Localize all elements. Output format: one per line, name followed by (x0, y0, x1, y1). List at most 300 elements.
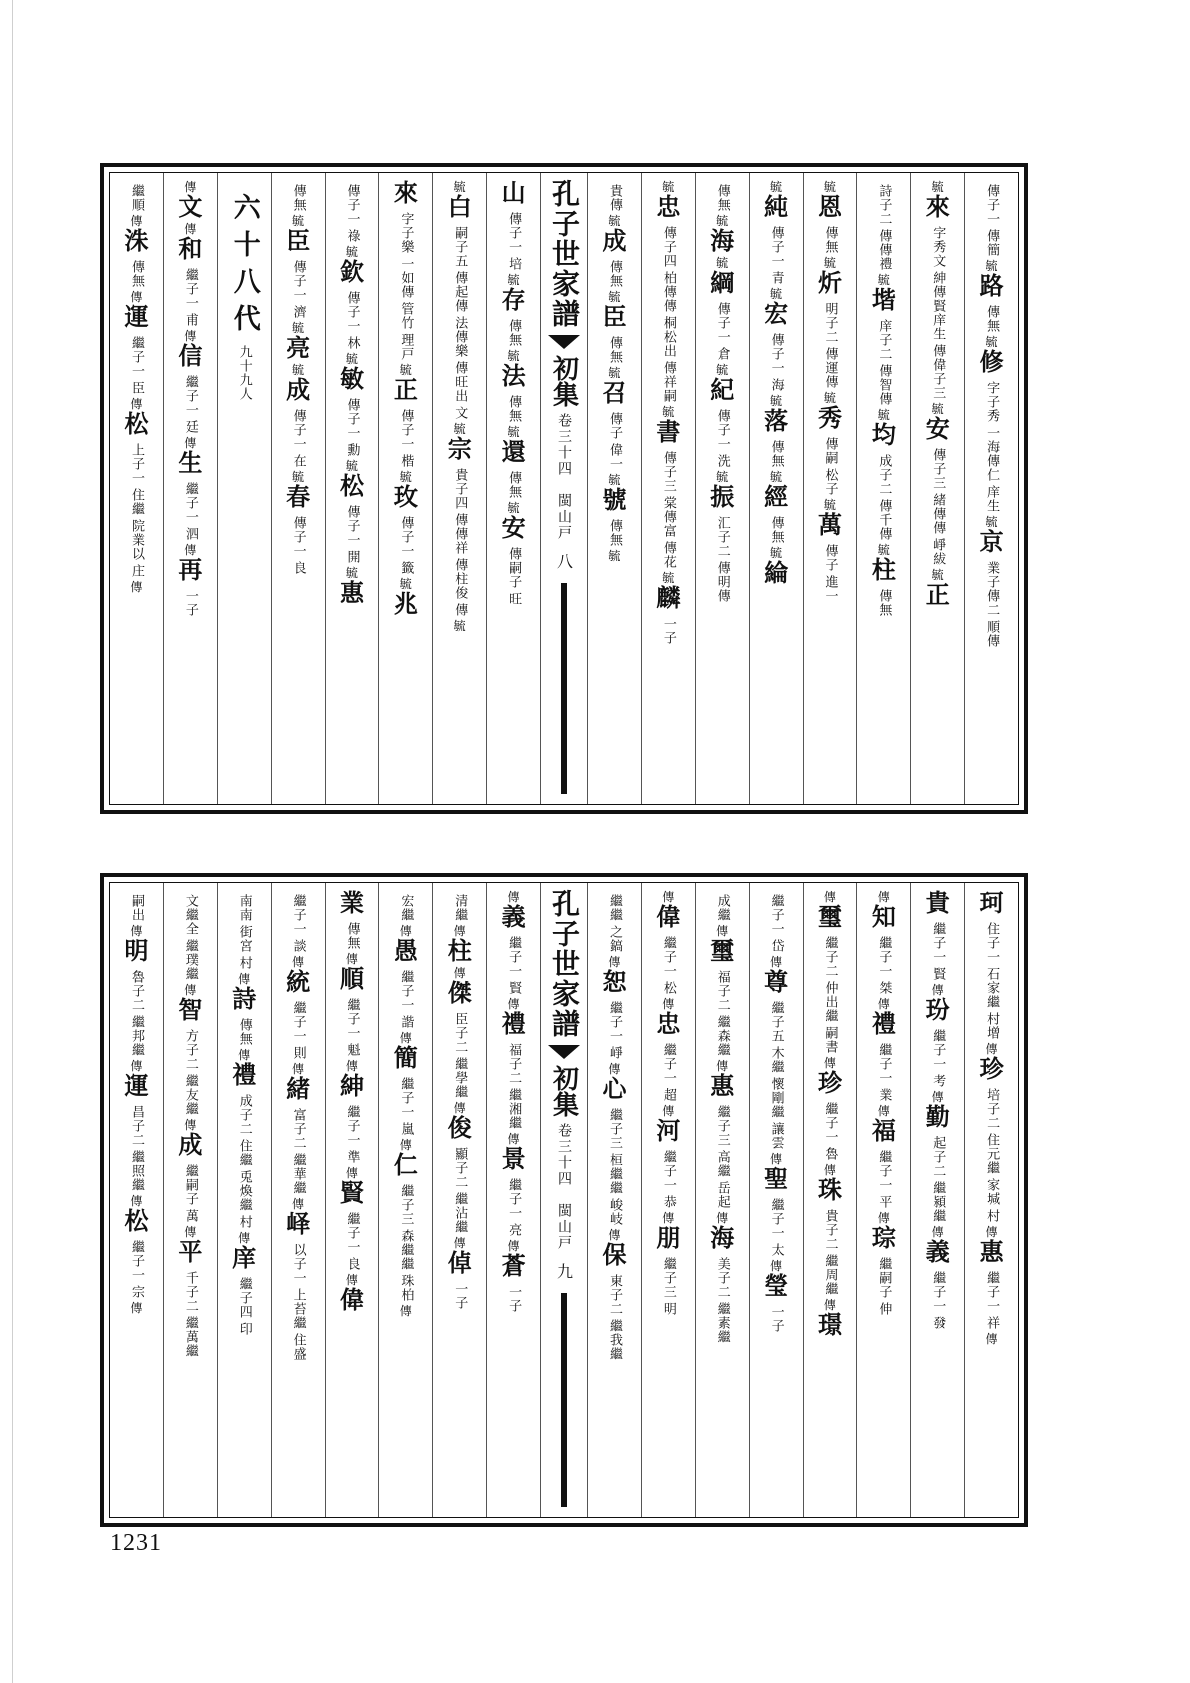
generation-char: 傳 (662, 1211, 675, 1225)
name-entry (588, 956, 641, 998)
annotation-note: 傳無 (768, 516, 784, 544)
annotation-note: 起子二 (930, 1136, 946, 1178)
annotation-note: 顯子二 (452, 1147, 468, 1189)
given-name-char: 傑 (447, 978, 472, 1007)
generation-heading: 六十八代 (228, 193, 260, 341)
generation-char: 毓 (608, 214, 621, 228)
generation-char: 傳 (184, 180, 197, 194)
entry-column (803, 883, 857, 1517)
annotation-note: 廷 (182, 420, 198, 434)
entry-column (964, 883, 1018, 1517)
annotation-note: 傳運傳 (822, 347, 838, 389)
annotation-note: 繼子一 (660, 1150, 676, 1192)
annotation-note: 福子二 (714, 970, 730, 1012)
annotation-note: 開 (344, 550, 360, 564)
annotation-note: 印 (236, 1322, 252, 1336)
generation-char: 毓 (985, 259, 998, 273)
generation-char: 毓 (823, 498, 836, 512)
annotation-note: 繼子一 (344, 998, 360, 1040)
given-name-char: 路 (979, 271, 1004, 300)
name-entry (750, 471, 803, 513)
annotation-note: 傳祥嗣 (660, 361, 676, 403)
generation-char: 毓 (292, 214, 305, 228)
genealogy-page-bottom (100, 873, 1028, 1527)
generation-char: 傳 (823, 890, 836, 904)
entry-column (163, 173, 217, 804)
annotation-note: 繼友繼 (182, 1074, 198, 1116)
name-entry (379, 471, 432, 513)
name-entry (750, 288, 803, 330)
entry-column (271, 883, 325, 1517)
generation-char: 毓 (770, 394, 783, 408)
annotation-note: 紳傳賢庠生 (930, 271, 946, 341)
entry-column (749, 883, 803, 1517)
annotation-note: 繼子一 (876, 1043, 892, 1085)
entry-column (110, 173, 163, 804)
generation-char: 傳 (399, 1304, 412, 1318)
annotation-note: 懷剛繼 (768, 1077, 784, 1119)
name-entry (379, 1305, 432, 1319)
annotation-note: 傳偉子三 (930, 344, 946, 400)
given-name-char: 書 (656, 417, 681, 446)
annotation-note: 超 (660, 1088, 676, 1102)
annotation-note: 傳花 (660, 541, 676, 569)
name-entry (642, 181, 695, 223)
annotation-note: 繼華繼 (290, 1153, 306, 1195)
name-entry (272, 1198, 325, 1240)
annotation-note: 傳子一 (290, 260, 306, 302)
folio-number: 九 (554, 1263, 574, 1279)
name-entry (326, 1060, 379, 1102)
name-entry (379, 1139, 432, 1181)
annotation-note: 文繼全 (182, 894, 198, 936)
annotation-note: 繼子三 (606, 1108, 622, 1150)
generation-char: 傳 (877, 1104, 890, 1118)
annotation-note: 繼沾繼 (452, 1192, 468, 1234)
annotation-note: 傳無 (506, 395, 522, 423)
name-entry (433, 967, 486, 1009)
annotation-note: 美子二 (714, 1257, 730, 1299)
name-entry (164, 984, 217, 1026)
given-name-char: 文 (178, 192, 203, 221)
entry-column (217, 173, 271, 804)
name-entry (696, 1212, 749, 1254)
annotation-note: 傳嗣 (822, 437, 838, 465)
name-entry (911, 888, 964, 919)
name-entry (326, 888, 379, 919)
entry-column (856, 173, 910, 804)
annotation-note: 繼子三 (398, 1184, 414, 1226)
given-name-char: 春 (286, 482, 311, 511)
annotation-note: 培子二 (984, 1088, 1000, 1130)
name-entry (588, 474, 641, 516)
book-spine (540, 173, 587, 804)
given-name-char: 貴 (925, 888, 950, 917)
annotation-note: 傳子一 (714, 409, 730, 451)
given-name-char: 存 (501, 285, 526, 314)
annotation-note: 成繼 (714, 894, 730, 922)
annotation-note: 繼子一 (398, 970, 414, 1012)
annotation-note: 魁 (344, 1043, 360, 1057)
annotation-note: 進一 (822, 575, 838, 603)
annotation-note: 仲出繼 (822, 981, 838, 1023)
spine-bar (561, 583, 567, 794)
top-columns (110, 173, 1018, 804)
generation-char: 毓 (823, 391, 836, 405)
name-entry (911, 1091, 964, 1133)
given-name-char: 平 (178, 1237, 203, 1266)
generation-char: 傳 (130, 397, 143, 411)
given-name-char: 臣 (602, 302, 627, 331)
given-name-char: 惠 (979, 1237, 1004, 1266)
annotation-note: 傳子一 (290, 409, 306, 451)
generation-char: 毓 (507, 501, 520, 515)
given-name-char: 知 (871, 902, 896, 931)
entry-column (163, 883, 217, 1517)
name-entry (433, 925, 486, 967)
generation-char: 毓 (823, 256, 836, 270)
given-name-char: 心 (602, 1074, 627, 1103)
name-entry (164, 544, 217, 586)
generation-char: 傳 (985, 1332, 998, 1346)
given-name-char: 珍 (817, 1068, 842, 1097)
given-name-char: 正 (393, 375, 418, 404)
bottom-columns (110, 883, 1018, 1517)
name-entry (804, 1057, 857, 1099)
annotation-note: 諧 (398, 1015, 414, 1029)
generation-char: 傳 (130, 290, 143, 304)
annotation-note: 村增 (984, 1012, 1000, 1040)
name-entry (272, 1063, 325, 1105)
given-name-char: 柱 (871, 555, 896, 584)
entry-column (432, 173, 486, 804)
annotation-note: 傳無 (606, 260, 622, 288)
given-name-char: 詩 (232, 984, 257, 1013)
generation-char: 毓 (345, 566, 358, 580)
name-entry (164, 223, 217, 265)
annotation-note: 庄 (128, 564, 144, 578)
given-name-char: 玫 (393, 482, 418, 511)
annotation-note: 業子傳二 (984, 561, 1000, 617)
annotation-note: 培 (506, 257, 522, 271)
name-entry (218, 973, 271, 1015)
generation-char: 毓 (608, 549, 621, 563)
given-name-char: 禮 (871, 1009, 896, 1038)
given-name-char: 福 (871, 1116, 896, 1145)
name-entry (696, 1060, 749, 1102)
given-name-char: 山 (501, 178, 526, 207)
annotation-note: 棠傳富 (660, 496, 676, 538)
volume-label: 卷三十四 閩山戸 (556, 413, 572, 541)
annotation-note: 峻岐 (606, 1198, 622, 1226)
name-entry (487, 998, 540, 1040)
annotation-note: 傳子一 (344, 398, 360, 440)
annotation-note: 繼子三 (714, 1105, 730, 1147)
annotation-note: 繼萬繼 (182, 1316, 198, 1358)
generation-char: 傳 (184, 436, 197, 450)
annotation-note: 傳子三 (930, 448, 946, 490)
name-entry (326, 353, 379, 395)
given-name-char: 偉 (339, 1285, 364, 1314)
annotation-note: 東子二 (606, 1274, 622, 1316)
generation-char: 傳 (507, 1239, 520, 1253)
generation-char: 毓 (345, 352, 358, 366)
name-entry (218, 1232, 271, 1274)
generation-char: 毓 (507, 273, 520, 287)
annotation-note: 繼子一 (930, 1029, 946, 1071)
generation-char: 傳 (130, 1194, 143, 1208)
annotation-note: 家堿 (984, 1178, 1000, 1206)
annotation-note: 伸 (876, 1302, 892, 1316)
name-entry (487, 502, 540, 544)
given-name-char: 秀 (817, 403, 842, 432)
generation-char: 傳 (770, 1152, 783, 1166)
given-name-char: 松 (339, 471, 364, 500)
generation-char: 毓 (716, 470, 729, 484)
name-entry (433, 620, 486, 634)
given-name-char: 智 (178, 995, 203, 1024)
given-name-char: 緒 (286, 1074, 311, 1103)
entry-column (964, 173, 1018, 804)
annotation-note: 岳起 (714, 1181, 730, 1209)
annotation-note: 繼子一 (822, 1102, 838, 1144)
entry-column (271, 173, 325, 804)
annotation-note: 一子 (768, 1305, 784, 1333)
annotation-note: 傳智傳 (876, 364, 892, 406)
given-name-char: 忠 (656, 1009, 681, 1038)
generation-char: 傳 (931, 1090, 944, 1104)
annotation-note: 魯子二 (128, 970, 144, 1012)
annotation-note: 平 (876, 1195, 892, 1209)
annotation-note: 高繼 (714, 1150, 730, 1178)
name-entry (272, 364, 325, 406)
given-name-char: 運 (124, 1071, 149, 1100)
annotation-note: 繼子一 (344, 1212, 360, 1254)
entry-column (695, 173, 749, 804)
annotation-note: 詩子二 (876, 184, 892, 226)
given-name-char: 還 (501, 437, 526, 466)
name-entry (326, 1167, 379, 1209)
generation-char: 傳 (985, 1225, 998, 1239)
name-entry (804, 1164, 857, 1206)
annotation-note: 貴傳 (606, 184, 622, 212)
given-name-char: 禮 (501, 1009, 526, 1038)
annotation-note: 傳無 (606, 336, 622, 364)
entry-column (378, 883, 432, 1517)
generation-char: 傳 (823, 1298, 836, 1312)
annotation-note: 字子秀 (984, 381, 1000, 423)
name-entry (857, 1105, 910, 1147)
generation-char: 毓 (877, 273, 890, 287)
given-name-char: 振 (710, 482, 735, 511)
given-name-char: 珍 (979, 1054, 1004, 1083)
annotation-note: 繼子一 (930, 1271, 946, 1313)
given-name-char: 柱 (447, 936, 472, 965)
annotation-note: 富子二 (290, 1108, 306, 1150)
annotation-note: 一子 (660, 617, 676, 645)
entry-column (749, 173, 803, 804)
annotation-note: 臣子二 (452, 1012, 468, 1054)
given-name-char: 恕 (602, 967, 627, 996)
given-name-char: 綸 (764, 558, 789, 587)
given-name-char: 臣 (286, 226, 311, 255)
name-entry (750, 395, 803, 437)
name-entry (857, 1212, 910, 1254)
given-name-char: 炘 (817, 268, 842, 297)
annotation-note: 祿 (344, 229, 360, 243)
given-name-char: 義 (925, 1237, 950, 1266)
annotation-note: 森繼繼 (398, 1229, 414, 1271)
annotation-note: 九十九人 (236, 345, 252, 401)
name-entry (750, 1260, 803, 1302)
generation-char: 傳 (238, 972, 251, 986)
annotation-note: 木繼 (768, 1046, 784, 1074)
name-entry (965, 1226, 1018, 1268)
annotation-note: 崢 (606, 1046, 622, 1060)
annotation-note: 繼子一 (768, 1198, 784, 1240)
book-title: 孔子世家譜 (548, 179, 581, 329)
name-entry (911, 403, 964, 445)
entry-column (325, 173, 379, 804)
given-name-char: 璟 (817, 1310, 842, 1339)
generation-char: 毓 (399, 470, 412, 484)
name-entry (326, 567, 379, 609)
generation-char: 傳 (770, 955, 783, 969)
name-entry (379, 925, 432, 967)
generation-char: 毓 (453, 619, 466, 633)
page-number: 1231 (110, 1530, 162, 1556)
entry-column (217, 883, 271, 1517)
generation-char: 傳 (130, 580, 143, 594)
annotation-note: 昌子二 (128, 1105, 144, 1147)
annotation-note: 崢紱 (930, 538, 946, 566)
generation-char: 毓 (345, 245, 358, 259)
annotation-note: 緒傳傳 (930, 493, 946, 535)
name-entry (965, 1333, 1018, 1347)
name-entry (272, 322, 325, 364)
annotation-note: 桐松出 (660, 316, 676, 358)
generation-char: 傳 (184, 1118, 197, 1132)
annotation-note: 談 (290, 939, 306, 953)
annotation-note: 宏繼 (398, 894, 414, 922)
annotation-note: 繼子四 (236, 1277, 252, 1319)
annotation-note: 一子 (452, 1282, 468, 1310)
given-name-char: 來 (393, 178, 418, 207)
name-entry (696, 364, 749, 406)
name-entry (588, 1229, 641, 1271)
annotation-note: 倉 (714, 347, 730, 361)
annotation-note: 傳傳禮 (876, 229, 892, 271)
name-entry (911, 1226, 964, 1268)
given-name-char: 景 (501, 1144, 526, 1173)
generation-char: 傳 (608, 1228, 621, 1242)
annotation-note: 方子二 (182, 1029, 198, 1071)
generation-char: 毓 (453, 180, 466, 194)
annotation-note: 繼我繼 (606, 1319, 622, 1361)
entry-column (856, 883, 910, 1517)
generation-char: 傳 (345, 952, 358, 966)
annotation-note: 傳千傳 (876, 499, 892, 541)
annotation-note: 松 (660, 981, 676, 995)
annotation-note: 傳簡 (984, 229, 1000, 257)
given-name-char: 簡 (393, 1043, 418, 1072)
name-entry (911, 569, 964, 611)
annotation-note: 成子二 (876, 454, 892, 496)
annotation-note: 傳旺出 (452, 361, 468, 403)
generation-char: 毓 (507, 349, 520, 363)
name-entry (857, 274, 910, 316)
given-name-char: 瑩 (764, 1271, 789, 1300)
annotation-note: 兎煥繼 (236, 1170, 252, 1212)
generation-char: 傳 (345, 1273, 358, 1287)
given-name-char: 生 (178, 448, 203, 477)
annotation-note: 傳無 (506, 319, 522, 347)
annotation-note: 嵐 (398, 1122, 414, 1136)
annotation-note: 傳傳祥 (452, 513, 468, 555)
annotation-note: 繼子一 (506, 936, 522, 978)
name-entry (911, 984, 964, 1026)
name-entry (588, 291, 641, 333)
name-entry (588, 1063, 641, 1105)
name-entry (804, 1299, 857, 1341)
name-entry (487, 274, 540, 316)
name-entry (379, 1032, 432, 1074)
annotation-note: 繼子一 (876, 936, 892, 978)
genealogy-page-top (100, 163, 1028, 814)
given-name-char: 保 (602, 1240, 627, 1269)
annotation-note: 傳子一 (506, 212, 522, 254)
given-name-char: 綱 (710, 268, 735, 297)
annotation-note: 上子一 (128, 443, 144, 485)
annotation-note: 太 (768, 1243, 784, 1257)
entry-column (110, 883, 163, 1517)
annotation-note: 亮 (506, 1223, 522, 1237)
annotation-note: 傳無 (768, 440, 784, 468)
annotation-note: 住元繼 (984, 1133, 1000, 1175)
name-entry (326, 460, 379, 502)
name-entry (487, 1133, 540, 1175)
name-entry (642, 406, 695, 448)
generation-char: 傳 (931, 1225, 944, 1239)
annotation-note: 一子 (506, 1285, 522, 1313)
name-entry (857, 544, 910, 586)
name-entry (965, 1043, 1018, 1085)
name-entry (857, 409, 910, 451)
name-entry (965, 516, 1018, 558)
annotation-note: 讓雲 (768, 1122, 784, 1150)
scan-edge (12, 0, 13, 1683)
annotation-note: 岱 (768, 939, 784, 953)
folio-number: 八 (554, 553, 574, 569)
given-name-char: 洙 (124, 226, 149, 255)
annotation-note: 傳子一 (398, 409, 414, 451)
annotation-note: 繼子一 (398, 1077, 414, 1119)
generation-char: 傳 (985, 1042, 998, 1056)
given-name-char: 珂 (979, 888, 1004, 917)
entry-column (803, 173, 857, 804)
given-name-char: 璽 (710, 936, 735, 965)
annotation-note: 業 (876, 1088, 892, 1102)
given-name-char: 安 (501, 513, 526, 542)
name-entry (804, 257, 857, 299)
annotation-note: 繼子一 (768, 894, 784, 936)
annotation-note: 桓繼繼 (606, 1153, 622, 1195)
annotation-note: 字秀文 (930, 226, 946, 268)
annotation-note: 發 (930, 1316, 946, 1330)
name-entry (804, 891, 857, 933)
spine-bar (561, 1293, 567, 1507)
annotation-note: 繼素繼 (714, 1302, 730, 1344)
